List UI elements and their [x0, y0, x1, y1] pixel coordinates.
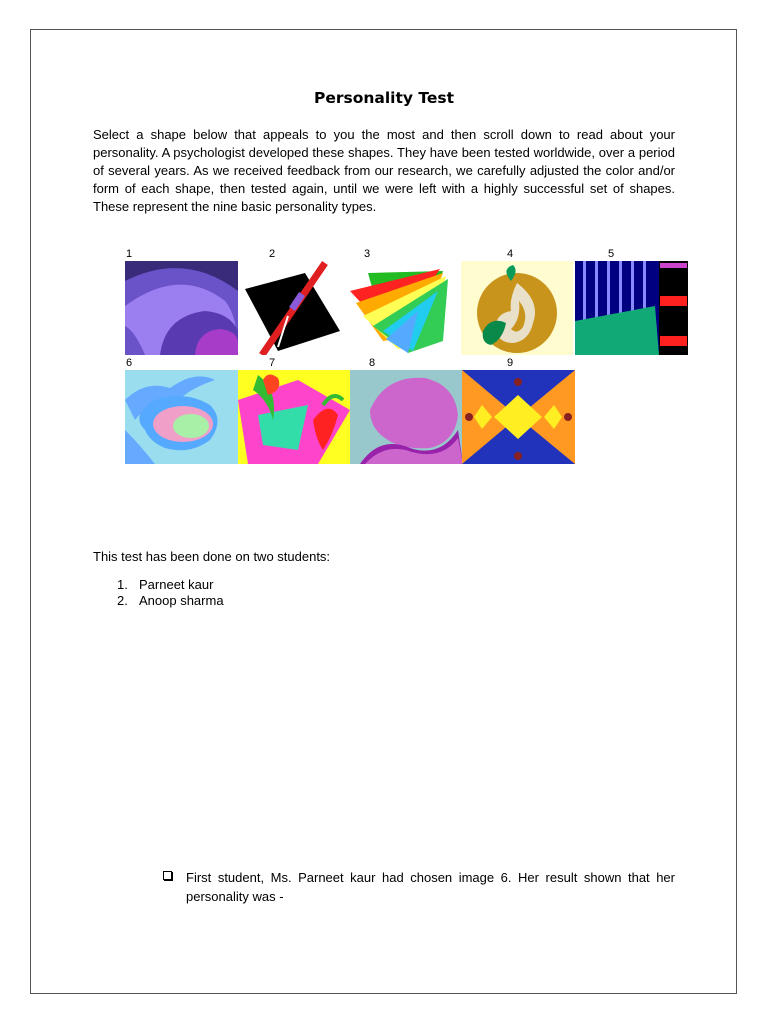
- list-item: [117, 577, 224, 593]
- students-list: [117, 577, 224, 609]
- colorful-collage-shape-icon[interactable]: [238, 370, 350, 464]
- student-name: Anoop sharma: [139, 593, 224, 608]
- shape-number-3: 3: [364, 248, 371, 260]
- result-bullet: [163, 868, 675, 906]
- cloud-swirl-shape-icon[interactable]: [125, 370, 238, 464]
- purple-swirl-shape-icon[interactable]: [125, 261, 238, 355]
- list-marker: 2.: [117, 593, 128, 608]
- rainbow-fan-shape-icon[interactable]: [348, 261, 458, 355]
- shape-number-5: 5: [608, 248, 615, 260]
- black-square-red-stick-shape-icon[interactable]: [240, 261, 343, 355]
- shape-number-4: 4: [507, 248, 514, 260]
- shape-number-2: 2: [269, 248, 276, 260]
- diamond-pattern-shape-icon[interactable]: [462, 370, 575, 464]
- shape-number-7: 7: [269, 357, 276, 369]
- shape-number-6: 6: [126, 357, 133, 369]
- checkbox-bullet-icon: [163, 871, 172, 880]
- pink-wave-shape-icon[interactable]: [350, 370, 463, 464]
- page-title: Personality Test: [313, 89, 455, 107]
- student-name: Parneet kaur: [139, 577, 214, 592]
- blue-stripes-shape-icon[interactable]: [575, 261, 688, 355]
- list-item: [117, 593, 224, 609]
- shape-number-9: 9: [507, 357, 514, 369]
- intro-paragraph: Select a shape below that appeals to you the most and then scroll down to read about your personality. A psychologist developed these shapes. They have been tested worldwide, over a period of several years. As we received feedback from our research, we carefully adjusted the color and/or form of each shape, then tested again, until we were left with a highly successful set of shapes. These represent the nine basic personality types.: [93, 127, 675, 214]
- result-bullet-text: First student, Ms. Parneet kaur had chosen image 6. Her result shown that her personality was -: [186, 870, 675, 904]
- shape-number-8: 8: [369, 357, 376, 369]
- egg-sprout-shape-icon[interactable]: [461, 261, 573, 355]
- shape-number-1: 1: [126, 248, 133, 260]
- students-intro: This test has been done on two students:: [93, 549, 331, 564]
- list-marker: 1.: [117, 577, 128, 592]
